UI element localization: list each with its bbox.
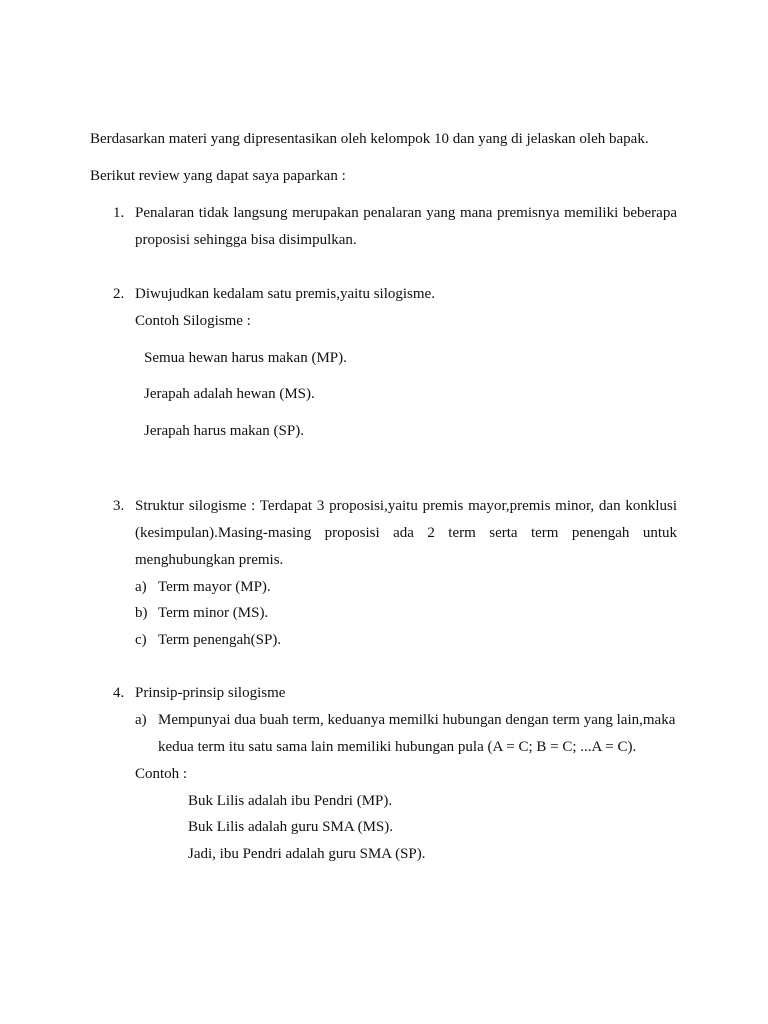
item-2-number: 2. — [113, 286, 125, 302]
item-3-sub-c-text: Term penengah(SP). — [158, 632, 282, 648]
item-4-example-2: Buk Lilis adalah guru SMA (MS). — [188, 819, 393, 835]
item-1-line-1: Penalaran tidak langsung merupakan penalaran yang mana premisnya memiliki beberapa — [135, 205, 677, 221]
item-4-example-1: Buk Lilis adalah ibu Pendri (MP). — [188, 793, 393, 809]
item-3-number: 3. — [113, 498, 125, 514]
item-4-sub-a-letter: a) — [135, 712, 147, 728]
item-4-sub-a-line-2: kedua term itu satu sama lain memiliki hubungan pula (A = C; B = C; ...A = C). — [158, 739, 637, 755]
item-4-sub-a-line-1: Mempunyai dua buah term, keduanya memilki hubungan dengan term yang lain,maka — [158, 712, 676, 728]
intro-line-2: Berikut review yang dapat saya paparkan : — [90, 168, 346, 184]
item-4-example-label: Contoh : — [135, 766, 188, 782]
item-3-sub-a-letter: a) — [135, 579, 147, 595]
item-3-line-3: menghubungkan premis. — [135, 552, 284, 568]
item-3-sub-a-text: Term mayor (MP). — [158, 579, 271, 595]
item-3-sub-b-letter: b) — [135, 605, 148, 621]
item-2-example-label: Contoh Silogisme : — [135, 313, 251, 329]
item-4-number: 4. — [113, 685, 125, 701]
item-3-sub-c-letter: c) — [135, 632, 147, 648]
item-3-sub-b-text: Term minor (MS). — [158, 605, 269, 621]
intro-line-1: Berdasarkan materi yang dipresentasikan oleh kelompok 10 dan yang di jelaskan oleh bapak. — [90, 131, 649, 147]
item-4-example-3: Jadi, ibu Pendri adalah guru SMA (SP). — [188, 846, 426, 862]
item-2-example-2: Jerapah adalah hewan (MS). — [144, 386, 315, 402]
item-3-line-2: (kesimpulan).Masing-masing proposisi ada 2 term serta term penengah untuk — [135, 525, 677, 541]
item-1-line-2: proposisi sehingga bisa disimpulkan. — [135, 232, 357, 248]
item-2-line-1: Diwujudkan kedalam satu premis,yaitu silogisme. — [135, 286, 435, 302]
item-1-number: 1. — [113, 205, 125, 221]
item-2-example-1: Semua hewan harus makan (MP). — [144, 350, 347, 366]
item-4-line-1: Prinsip-prinsip silogisme — [135, 685, 286, 701]
item-2-example-3: Jerapah harus makan (SP). — [144, 423, 304, 439]
item-3-line-1: Struktur silogisme : Terdapat 3 proposisi,yaitu premis mayor,premis minor, dan konklusi — [135, 498, 677, 514]
